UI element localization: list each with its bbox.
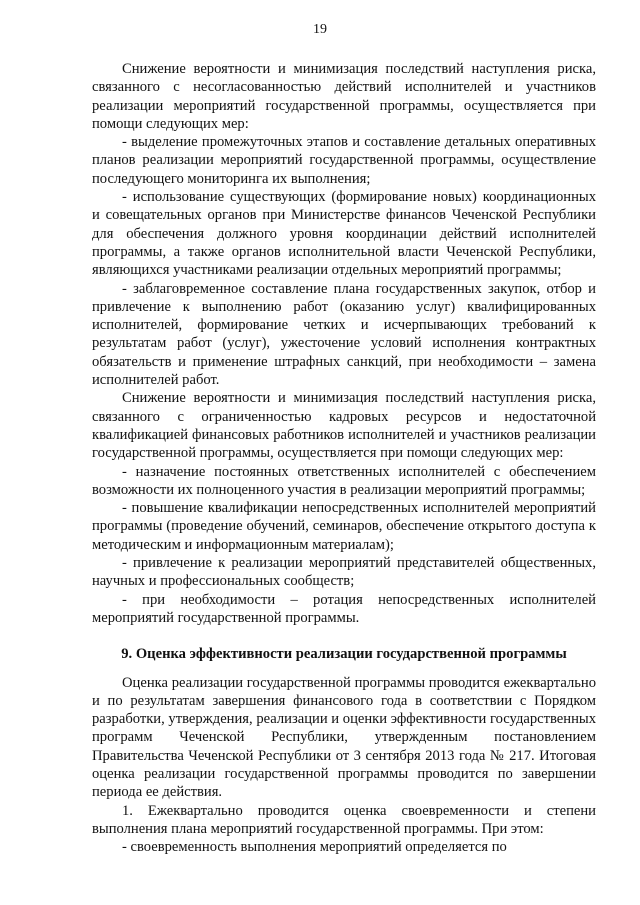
list-item: - выделение промежуточных этапов и составление детальных оперативных планов реализации мероприятий государственной программы, осуществление последующего мониторинга их выполнения; [92, 134, 596, 187]
list-item: - своевременность выполнения мероприятий определяется по [122, 839, 507, 856]
list-item: - использование существующих (формирование новых) координационных и совещательных органов при Министерстве финансов Чеченской Республики для обеспечения должного уровня координации действий исполнителей программы, а также органов исполнительной власти Чеченской Республики, являющихся участниками реализации отдельных мероприятий программы; [92, 189, 596, 279]
document-body [92, 60, 596, 856]
paragraph: Снижение вероятности и минимизация последствий наступления риска, связанного с ограниченностью кадровых ресурсов и недостаточной квалификацией финансовых работников исполнителей и участников реализации государственной программы, осуществляется при помощи следующих мер: [92, 390, 596, 462]
paragraph: Оценка реализации государственной программы проводится ежеквартально и по результатам завершения финансового года в соответствии с Порядком разработки, утверждения, реализации и оценки эффективности государственных программ Чеченской Республики, утвержденным постановлением Правительства Чеченской Республики от 3 сентября 2013 года № 217. Итоговая оценка реализации государственной программы проводится по завершении периода ее действия. [92, 674, 596, 801]
paragraph: 1. Ежеквартально проводится оценка своевременности и степени выполнения плана мероприятий государственной программы. При этом: [92, 802, 596, 837]
list-item: - назначение постоянных ответственных исполнителей с обеспечением возможности их полноценного участия в реализации мероприятий программы; [92, 463, 596, 498]
list-item: - повышение квалификации непосредственных исполнителей мероприятий программы (проведение обучений, семинаров, обеспечение открытого доступа к методическим и информационным материалам); [92, 500, 596, 553]
page-number: 19 [313, 22, 327, 37]
section-heading: 9. Оценка эффективности реализации государственной программы [121, 646, 567, 663]
list-item: - заблаговременное составление плана государственных закупок, отбор и привлечение к выполнению работ (оказанию услуг) квалифицированных исполнителей, формирование четких и исчерпывающих требований к результатам работ (услуг), ужесточение условий исполнения контрактных обязательств и применение штрафных санкций, при необходимости – замена исполнителей работ. [92, 280, 596, 389]
paragraph: Снижение вероятности и минимизация последствий наступления риска, связанного с несогласованностью действий исполнителей и участников реализации мероприятий государственной программы, осуществляется при помощи следующих мер: [92, 61, 596, 132]
list-item: - при необходимости – ротация непосредственных исполнителей мероприятий государственной программы. [92, 591, 596, 626]
list-item: - привлечение к реализации мероприятий представителей общественных, научных и профессиональных сообществ; [92, 555, 596, 590]
